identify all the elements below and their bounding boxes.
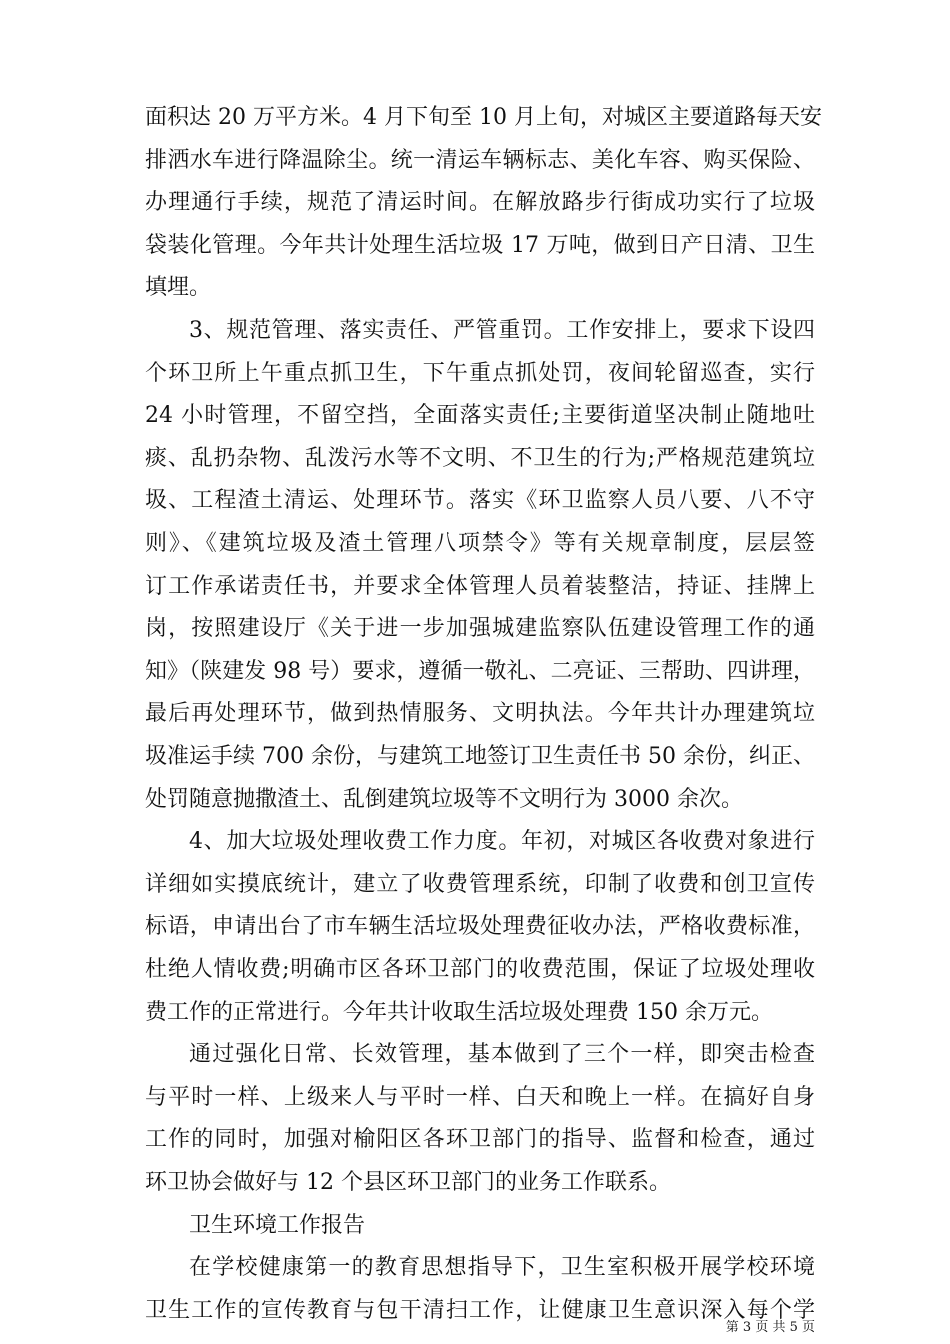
text-line: 费工作的正常进行。今年共计收取生活垃圾处理费 150 余万元。 bbox=[145, 1000, 773, 1025]
text-line: 环卫协会做好与 12 个县区环卫部门的业务工作联系。 bbox=[145, 1170, 671, 1195]
text-line: 痰、乱扔杂物、乱泼污水等不文明、不卫生的行为;严格规范建筑垃 bbox=[145, 446, 815, 471]
paragraph-start-line: 通过强化日常、长效管理，基本做到了三个一样，即突击检查 bbox=[189, 1042, 815, 1067]
text-line: 圾、工程渣土清运、处理环节。落实《环卫监察人员八要、八不守 bbox=[145, 488, 815, 513]
section-heading: 卫生环境工作报告 bbox=[189, 1213, 366, 1238]
text-line: 个环卫所上午重点抓卫生，下午重点抓处罚，夜间轮留巡查，实行 bbox=[145, 361, 815, 386]
text-line: 圾准运手续 700 余份，与建筑工地签订卫生责任书 50 余份，纠正、 bbox=[145, 744, 815, 769]
text-line: 则》、《建筑垃圾及渣土管理八项禁令》等有关规章制度，层层签 bbox=[145, 531, 815, 556]
text-line: 最后再处理环节，做到热情服务、文明执法。今年共计办理建筑垃 bbox=[145, 701, 815, 726]
paragraph-start-line: 3、规范管理、落实责任、严管重罚。工作安排上，要求下设四 bbox=[189, 318, 815, 343]
page-number: 第 3 页 共 5 页 bbox=[725, 1320, 815, 1335]
text-line: 办理通行手续，规范了清运时间。在解放路步行街成功实行了垃圾 bbox=[145, 190, 815, 215]
text-line: 与平时一样、上级来人与平时一样、白天和晚上一样。在搞好自身 bbox=[145, 1085, 815, 1110]
text-line: 订工作承诺责任书，并要求全体管理人员着装整洁，持证、挂牌上 bbox=[145, 574, 815, 599]
paragraph-start-line: 4、加大垃圾处理收费工作力度。年初，对城区各收费对象进行 bbox=[189, 829, 815, 854]
text-line: 填埋。 bbox=[145, 275, 212, 300]
text-line: 工作的同时，加强对榆阳区各环卫部门的指导、监督和检查，通过 bbox=[145, 1127, 815, 1152]
text-line: 24 小时管理，不留空挡，全面落实责任;主要街道坚决制止随地吐 bbox=[145, 403, 815, 428]
paragraph-start-line: 在学校健康第一的教育思想指导下，卫生室积极开展学校环境 bbox=[189, 1255, 815, 1280]
text-line: 岗，按照建设厅《关于进一步加强城建监察队伍建设管理工作的通 bbox=[145, 616, 815, 641]
text-line: 详细如实摸底统计，建立了收费管理系统，印制了收费和创卫宣传 bbox=[145, 872, 815, 897]
text-line: 袋装化管理。今年共计处理生活垃圾 17 万吨，做到日产日清、卫生 bbox=[145, 233, 815, 258]
text-line: 知》（陕建发 98 号）要求，遵循一敬礼、二亮证、三帮助、四讲理， bbox=[145, 659, 815, 684]
text-line: 处罚随意抛撒渣土、乱倒建筑垃圾等不文明行为 3000 余次。 bbox=[145, 787, 743, 812]
text-line: 杜绝人情收费;明确市区各环卫部门的收费范围，保证了垃圾处理收 bbox=[145, 957, 815, 982]
text-line: 标语，申请出台了市车辆生活垃圾处理费征收办法，严格收费标准， bbox=[145, 914, 815, 939]
text-line: 卫生工作的宣传教育与包干清扫工作，让健康卫生意识深入每个学 bbox=[145, 1298, 815, 1323]
text-line: 面积达 20 万平方米。4 月下旬至 10 月上旬，对城区主要道路每天安 bbox=[145, 105, 822, 130]
text-line: 排洒水车进行降温除尘。统一清运车辆标志、美化车容、购买保险、 bbox=[145, 148, 815, 173]
